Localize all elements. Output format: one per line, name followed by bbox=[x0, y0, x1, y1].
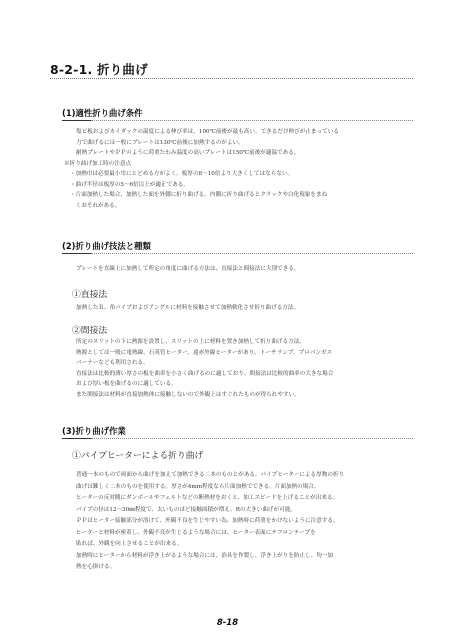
page-title: 8-2-1. 折り曲げ bbox=[50, 62, 148, 77]
page-number: 8-18 bbox=[216, 618, 239, 628]
text-line: 貼れば、外観を向上させることが出来る。 bbox=[76, 541, 183, 547]
bullet-item: ・曲げ半径は板厚の5～6倍以上が適正である。 bbox=[70, 181, 189, 188]
text-line: ＰＰはヒーター接触部分が溶けて、外観不良を生じやすい為、加熱時に荷重をかけないように注意する。 bbox=[76, 518, 339, 524]
section-divider-1 bbox=[91, 120, 413, 121]
section-underline-2a bbox=[62, 253, 91, 254]
text-line: 熱源としては一般に電熱線、石英管ヒーター、遠赤外線ヒーターがあり、トーチランプ、プロパンガス bbox=[76, 349, 333, 356]
section-heading-1: (1)適性折り曲げ条件 bbox=[62, 108, 143, 118]
text-line: 力で曲げるには一般にプレートは130℃前後に加熱するのがよい。 bbox=[76, 139, 244, 146]
bullet-item: ・加熱巾は必要最小巾にとどめる方がよく、板厚の8～10倍より大きくしてはならない。 bbox=[70, 171, 294, 177]
section-heading-2: (2)折り曲げ技法と種類 bbox=[62, 241, 151, 251]
text-line: ヒーターの反対側にダンボールやフェルトなどの断熱材をおくと、加工スピードを上げることが出来る。 bbox=[76, 495, 339, 501]
section-divider-3 bbox=[91, 438, 413, 439]
subsection-direct-text: 加熱したＲ、角パイプおよびアングルに材料を接触させて加熱軟化させ折り曲げる方法。 bbox=[76, 305, 300, 311]
note-heading: ※折り曲げ加工時の注意点 bbox=[64, 160, 132, 167]
section-divider-2 bbox=[91, 253, 413, 254]
subsection-heading-indirect: ②間接法 bbox=[72, 326, 108, 336]
text-line: 所定のスリットの下に熱源を設置し、スリットの上に材料を置き加熱して折り曲げる方法。 bbox=[76, 339, 305, 345]
text-line: また間接法は材料が直接加熱体に接触しないので外観上はすぐれたものが得られやすい。 bbox=[76, 391, 300, 398]
section-1-paragraph bbox=[64, 127, 339, 211]
text-line: バーナーなども利用される。 bbox=[76, 360, 149, 366]
subsection-pipe-heater-text bbox=[76, 470, 344, 574]
subsection-heading-direct: ①直接法 bbox=[72, 290, 108, 300]
text-line: 普通一本のもので両面から曲げを加えて加熱できる二本のものとがある。パイプヒーターによる厚物の折り bbox=[76, 472, 345, 478]
text-line: 曲げは難しく二本のものを使用する。厚さが4mm程度なら片面加熱でできる。片面加熱の場合、 bbox=[76, 483, 320, 490]
text-line: 耐熱プレートやＰＰのように荷重たわみ温度の高いプレートは150℃前後が適温である。 bbox=[76, 150, 300, 156]
section-underline-3a bbox=[62, 438, 91, 439]
subsection-heading-pipe-heater: ①パイプヒーターによる折り曲げ bbox=[72, 451, 204, 461]
bullet-item: ・片面加熱した場合、加熱した面を外側に折り曲げる。内側に折り曲げるとクラックや白化現象をまね bbox=[70, 192, 328, 198]
text-line: 塩ビ板およびカイダックの温度による伸び率は、100℃前後が最も高い。できるだけ伸びが止まっている bbox=[76, 129, 339, 135]
title-divider bbox=[50, 78, 413, 79]
section-2-intro: プレートを直線上に加熱して所定の角度に曲げる方法は、直接法と間接法に大別できる。 bbox=[76, 266, 300, 272]
bullet-item-continued: くおそれがある。 bbox=[70, 202, 121, 209]
text-line: 加熱時にヒーターから材料が浮き上がるような場合には、治具を作製し、浮き上がりを防止し、均一加 bbox=[76, 552, 334, 559]
text-line: 熱を心掛ける。 bbox=[76, 564, 116, 570]
section-underline-1a bbox=[62, 120, 91, 121]
text-line: パイプの径は12～30㎜程度で、太いものほど接触面積が増え、Rの大きい曲げが可能。 bbox=[76, 506, 296, 513]
text-line: および厚い板を曲げるのに適している。 bbox=[76, 381, 177, 387]
section-heading-3: (3)折り曲げ作業 bbox=[62, 426, 126, 436]
subsection-indirect-text bbox=[76, 337, 333, 400]
text-line: ヒーターと材料が密着し、外観不良が生じるような場合には、ヒーター表面にテフロンテープを bbox=[76, 529, 316, 536]
text-line: 直接法は比較的薄い厚さの板を曲率を小さく曲げるのに適しており、間接法は比較的曲率の大きな場合 bbox=[76, 370, 334, 377]
